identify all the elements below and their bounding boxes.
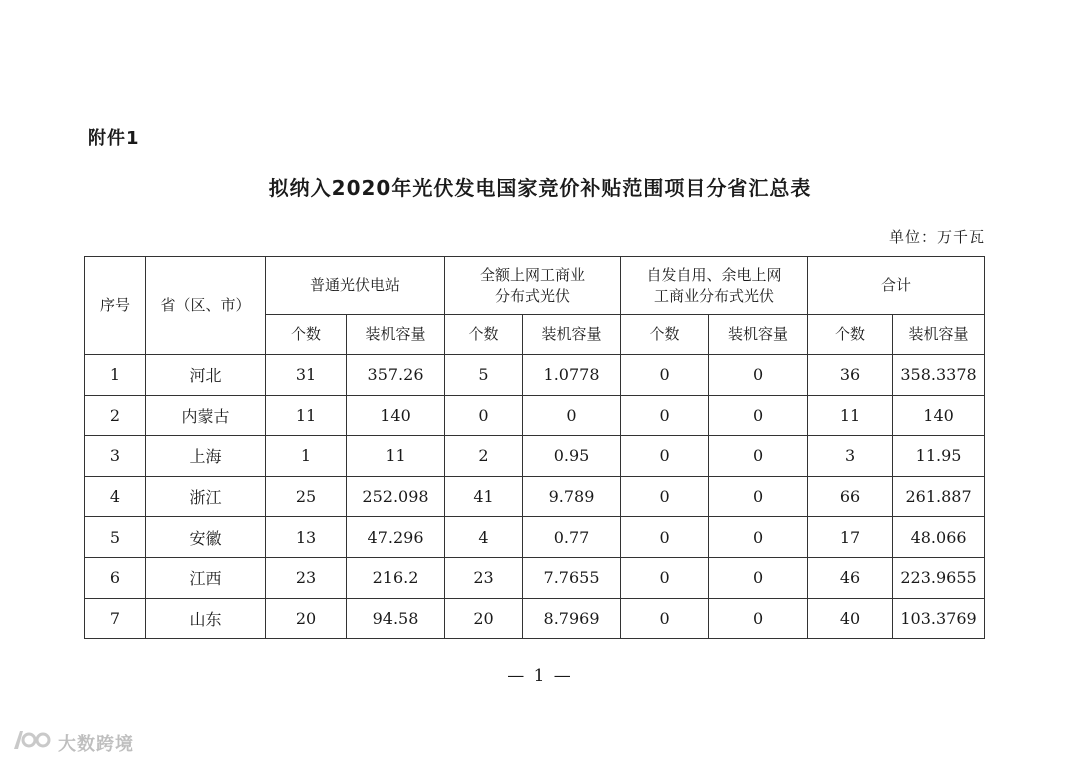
cell-seq: 7 (85, 598, 146, 639)
watermark-text: 大数跨境 (58, 733, 134, 755)
cell-full-grid-count: 23 (445, 557, 523, 598)
subheader-count: 个数 (808, 315, 893, 355)
cell-seq: 2 (85, 395, 146, 436)
cell-full-grid-capacity: 0 (523, 395, 621, 436)
cell-full-grid-count: 5 (445, 355, 523, 396)
cell-utility-capacity: 94.58 (347, 598, 445, 639)
watermark-logo-icon (10, 727, 54, 758)
table-body (85, 355, 985, 639)
cell-self-use-capacity: 0 (709, 395, 808, 436)
cell-seq: 6 (85, 557, 146, 598)
cell-seq: 4 (85, 476, 146, 517)
cell-total-capacity: 103.3769 (893, 598, 985, 639)
cell-utility-capacity: 11 (347, 436, 445, 477)
cell-full-grid-count: 2 (445, 436, 523, 477)
cell-utility-capacity: 140 (347, 395, 445, 436)
cell-total-count: 40 (808, 598, 893, 639)
cell-total-count: 17 (808, 517, 893, 558)
cell-utility-count: 13 (266, 517, 347, 558)
cell-total-count: 66 (808, 476, 893, 517)
cell-utility-count: 1 (266, 436, 347, 477)
header-self-use-line2: 工商业分布式光伏 (654, 286, 775, 305)
cell-utility-capacity: 47.296 (347, 517, 445, 558)
subheader-count: 个数 (266, 315, 347, 355)
cell-utility-count: 25 (266, 476, 347, 517)
cell-total-capacity: 223.9655 (893, 557, 985, 598)
cell-total-count: 3 (808, 436, 893, 477)
cell-utility-capacity: 252.098 (347, 476, 445, 517)
subheader-capacity: 装机容量 (709, 315, 808, 355)
cell-total-count: 46 (808, 557, 893, 598)
table-row (85, 517, 985, 558)
header-total: 合计 (808, 257, 985, 315)
subheader-count: 个数 (621, 315, 709, 355)
header-self-use-line1: 自发自用、余电上网 (646, 265, 782, 284)
page-number: — 1 — (507, 666, 573, 686)
table-title: 拟纳入2020年光伏发电国家竞价补贴范围项目分省汇总表 (268, 176, 812, 200)
cell-self-use-capacity: 0 (709, 436, 808, 477)
cell-full-grid-count: 4 (445, 517, 523, 558)
subheader-capacity: 装机容量 (893, 315, 985, 355)
cell-self-use-capacity: 0 (709, 476, 808, 517)
cell-province: 河北 (146, 355, 266, 396)
unit-label: 单位：万千瓦 (888, 228, 985, 246)
cell-total-capacity: 48.066 (893, 517, 985, 558)
cell-full-grid-count: 0 (445, 395, 523, 436)
cell-self-use-count: 0 (621, 557, 709, 598)
cell-province: 上海 (146, 436, 266, 477)
cell-province: 山东 (146, 598, 266, 639)
cell-full-grid-count: 20 (445, 598, 523, 639)
cell-self-use-count: 0 (621, 395, 709, 436)
cell-total-capacity: 261.887 (893, 476, 985, 517)
attachment-label: 附件1 (88, 128, 140, 149)
cell-self-use-capacity: 0 (709, 355, 808, 396)
cell-utility-count: 31 (266, 355, 347, 396)
cell-province: 内蒙古 (146, 395, 266, 436)
header-full-grid-line2: 分布式光伏 (495, 286, 571, 305)
cell-self-use-count: 0 (621, 476, 709, 517)
cell-self-use-capacity: 0 (709, 557, 808, 598)
table-row (85, 476, 985, 517)
cell-total-capacity: 140 (893, 395, 985, 436)
cell-self-use-capacity: 0 (709, 598, 808, 639)
cell-self-use-count: 0 (621, 436, 709, 477)
summary-table (84, 256, 985, 639)
cell-seq: 3 (85, 436, 146, 477)
cell-full-grid-capacity: 1.0778 (523, 355, 621, 396)
header-self-use-distributed (621, 257, 808, 315)
cell-full-grid-capacity: 8.7969 (523, 598, 621, 639)
cell-full-grid-capacity: 0.95 (523, 436, 621, 477)
subheader-capacity: 装机容量 (347, 315, 445, 355)
watermark (10, 727, 134, 758)
cell-province: 浙江 (146, 476, 266, 517)
cell-seq: 5 (85, 517, 146, 558)
cell-full-grid-capacity: 9.789 (523, 476, 621, 517)
cell-total-capacity: 11.95 (893, 436, 985, 477)
cell-utility-count: 11 (266, 395, 347, 436)
cell-full-grid-capacity: 7.7655 (523, 557, 621, 598)
header-seq: 序号 (85, 257, 146, 355)
cell-total-count: 36 (808, 355, 893, 396)
table-row (85, 598, 985, 639)
cell-province: 安徽 (146, 517, 266, 558)
cell-utility-capacity: 216.2 (347, 557, 445, 598)
table-row (85, 395, 985, 436)
header-utility-pv: 普通光伏电站 (266, 257, 445, 315)
subheader-capacity: 装机容量 (523, 315, 621, 355)
cell-self-use-count: 0 (621, 598, 709, 639)
cell-self-use-count: 0 (621, 517, 709, 558)
subheader-count: 个数 (445, 315, 523, 355)
cell-province: 江西 (146, 557, 266, 598)
table-row (85, 355, 985, 396)
header-full-grid-line1: 全额上网工商业 (480, 265, 586, 284)
cell-self-use-count: 0 (621, 355, 709, 396)
cell-utility-count: 20 (266, 598, 347, 639)
cell-utility-count: 23 (266, 557, 347, 598)
cell-utility-capacity: 357.26 (347, 355, 445, 396)
cell-total-capacity: 358.3378 (893, 355, 985, 396)
cell-full-grid-count: 41 (445, 476, 523, 517)
header-full-grid-distributed (445, 257, 621, 315)
cell-full-grid-capacity: 0.77 (523, 517, 621, 558)
cell-total-count: 11 (808, 395, 893, 436)
table-row (85, 436, 985, 477)
cell-self-use-capacity: 0 (709, 517, 808, 558)
table-row (85, 557, 985, 598)
header-province: 省（区、市） (146, 257, 266, 355)
cell-seq: 1 (85, 355, 146, 396)
